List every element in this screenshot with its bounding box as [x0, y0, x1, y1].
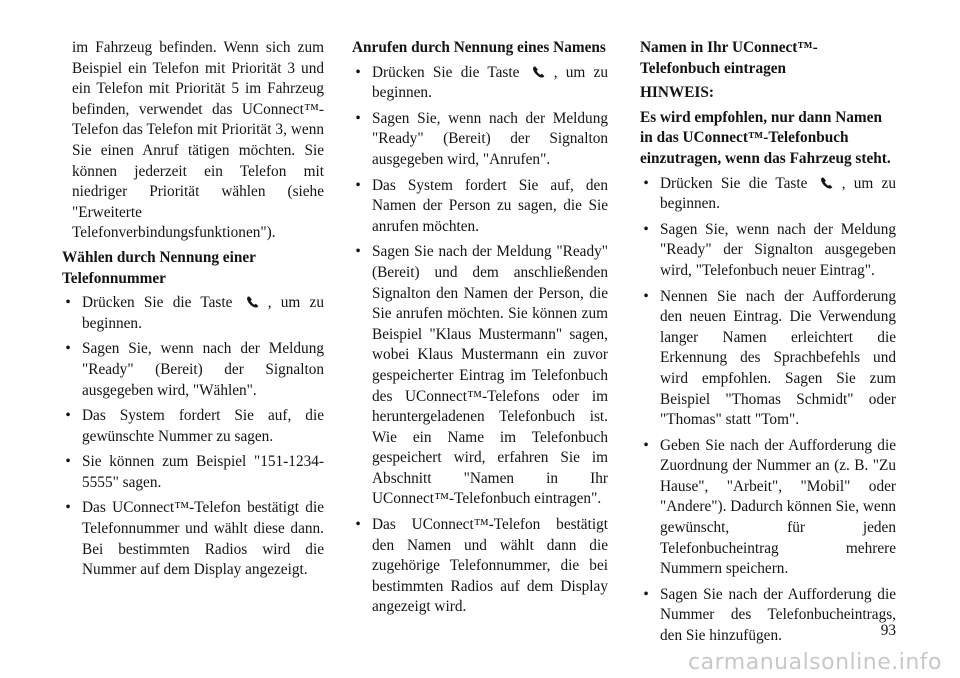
list-item: • Sagen Sie, wenn nach der Meldung "Ready" (Bereit) der Signalton ausgegeben wird, "Anrufen".: [352, 109, 608, 171]
section-heading-dial-by-number: Wählen durch Nennung einer Telefonnummer: [62, 248, 256, 287]
watermark: carmanualsonline.info: [688, 650, 942, 676]
section-heading-phonebook-entry: Namen in Ihr UConnect™-Telefonbuch eintragen: [640, 39, 818, 77]
phone-icon: [530, 65, 552, 79]
list-item: • Das System fordert Sie auf, den Namen der Person zu sagen, die Sie anrufen möchten.: [352, 176, 608, 238]
bullet-icon: •: [65, 499, 71, 517]
list-item: • Sie können zum Beispiel "151-1234-5555" sagen.: [62, 452, 324, 493]
list-item: • Das UConnect™-Telefon bestätigt die Telefonnummer und wählt diese dann. Bei bestimmten Radios wird die Nummer auf dem Display angezeigt.: [62, 498, 324, 580]
bullet-icon: •: [643, 436, 649, 454]
bullet-list: [640, 174, 896, 647]
bullet-icon: •: [355, 516, 361, 534]
bullet-icon: •: [355, 243, 361, 261]
bullet-list: [352, 63, 608, 618]
list-item: • Geben Sie nach der Aufforderung die Zuordnung der Nummer an (z. B. "Zu Hause", "Arbeit", "Mobil" oder "Andere"). Dadurch können Sie, wenn gewünscht, für jeden Telefonbucheintrag mehrere Nummern speichern.: [640, 436, 896, 580]
bullet-icon: •: [355, 109, 361, 127]
bullet-list: [62, 293, 324, 581]
list-item: • Sagen Sie nach der Aufforderung die Nummer des Telefonbucheintrags, den Sie hinzufügen.: [640, 585, 896, 647]
list-item: • Drücken Sie die Taste , um zu beginnen.: [62, 293, 324, 334]
bullet-icon: •: [643, 287, 649, 305]
bullet-icon: •: [355, 176, 361, 194]
list-item: • Sagen Sie, wenn nach der Meldung "Ready" (Bereit) der Signalton ausgegeben wird, "Wählen".: [62, 339, 324, 401]
page-number: 93: [880, 622, 896, 639]
note-text: Es wird empfohlen, nur dann Namen in das UConnect™-Telefonbuch einzutragen, wenn das Fahrzeug steht.: [640, 108, 891, 167]
list-item: • Drücken Sie die Taste , um zu beginnen.: [352, 63, 608, 104]
bullet-icon: •: [643, 174, 649, 192]
section-heading-call-by-name: Anrufen durch Nennung eines Namens: [352, 39, 606, 56]
list-item: • Sagen Sie nach der Meldung "Ready" (Bereit) und dem anschließenden Signalton den Namen der Person, die Sie anrufen möchten. Sie können zum Beispiel "Klaus Mustermann" sagen, wobei Klaus Mustermann ein zuvor gespeicherter Eintrag im Telefonbuch des UConnect™-Telefons oder im heruntergeladenen Telefonbuch ist. Wie ein Name im Telefonbuch gespeichert wird, erfahren Sie im Abschnitt "Namen in Ihr UConnect™-Telefonbuch eintragen".: [352, 242, 608, 510]
column-2: [352, 38, 608, 624]
list-item: • Drücken Sie die Taste , um zu beginnen.: [640, 174, 896, 215]
list-item: • Nennen Sie nach der Aufforderung den neuen Eintrag. Die Verwendung langer Namen erleichtert die Erkennung des Sprachbefehls und wird empfohlen. Sagen Sie zum Beispiel "Thomas Schmidt" oder "Thomas" statt "Tom".: [640, 287, 896, 431]
bullet-icon: •: [65, 407, 71, 425]
list-item: • Das UConnect™-Telefon bestätigt den Namen und wählt dann die zugehörige Telefonnummer, die bei bestimmten Radios auf dem Display angezeigt wird.: [352, 515, 608, 618]
list-item: • Das System fordert Sie auf, die gewünschte Nummer zu sagen.: [62, 406, 324, 447]
bullet-icon: •: [643, 220, 649, 238]
bullet-icon: •: [65, 294, 71, 312]
column-3: [640, 38, 896, 653]
list-item: • Sagen Sie, wenn nach der Meldung "Ready" der Signalton ausgegeben wird, "Telefonbuch neuer Eintrag".: [640, 220, 896, 282]
phone-icon: [244, 295, 266, 309]
column-1: [62, 38, 324, 587]
bullet-icon: •: [65, 340, 71, 358]
note-label: HINWEIS:: [640, 84, 714, 102]
phone-icon: [818, 176, 840, 190]
bullet-icon: •: [355, 63, 361, 81]
bullet-icon: •: [643, 585, 649, 603]
bullet-icon: •: [65, 453, 71, 471]
continuation-paragraph: im Fahrzeug befinden. Wenn sich zum Beispiel ein Telefon mit Priorität 3 und ein Telefon mit Priorität 5 im Fahrzeug befinden, verwendet das UConnect™-Telefon das Telefon mit Priorität 3, wenn Sie einen Anruf tätigen möchten. Sie können jederzeit ein Telefon mit niedriger Priorität wählen (siehe "Erweiterte Telefonverbindungsfunktionen").: [72, 39, 324, 242]
